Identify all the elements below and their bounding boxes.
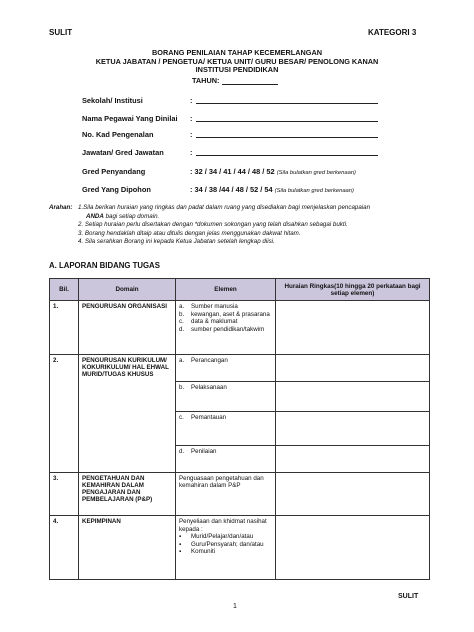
gred-dipohon-note: (Sila bulatkan gred berkenaan) xyxy=(274,188,354,194)
table-header-row xyxy=(50,279,430,301)
field-colon-jawatan: : xyxy=(190,148,193,157)
table-row xyxy=(50,355,430,473)
field-label-jawatan: Jawatan/ Gred Jawatan xyxy=(82,148,164,157)
row-number: 3. xyxy=(50,473,79,516)
elemen-item: b. kewangan, aset & prasarana xyxy=(179,310,270,318)
header-classification: SULIT xyxy=(49,28,73,37)
row-domain: PENGETAHUAN DAN KEMAHIRAN DALAM PENGAJARAN DAN PEMBELAJARAN (P&P) xyxy=(79,473,176,516)
arahan-item-1-rest: bagi setiap domain. xyxy=(103,212,160,220)
huraian-subcell[interactable] xyxy=(276,382,429,412)
huraian-input-cell[interactable] xyxy=(276,516,430,580)
huraian-subcell[interactable] xyxy=(276,446,429,470)
row-elemen xyxy=(176,516,276,580)
tahun-field[interactable] xyxy=(222,84,278,85)
arahan-item-2: 2. Setiap huraian perlu disertakan dengan *dokumen sokongan yang telah disahkan sebagai bukti. xyxy=(78,221,348,228)
kad-input-line[interactable] xyxy=(196,137,378,138)
elemen-item: d. sumber pendidikan/takwim xyxy=(179,325,265,333)
jawatan-input-line[interactable] xyxy=(196,155,378,156)
elemen-bullet: ▪ Komuniti xyxy=(179,548,216,556)
arahan-list xyxy=(78,204,433,247)
table-row xyxy=(50,473,430,516)
huraian-input-cell[interactable] xyxy=(276,355,430,473)
table-row xyxy=(50,301,430,355)
huraian-subcell[interactable] xyxy=(276,355,429,382)
row-elemen: Penguasaan pengetahuan dan kemahiran dalam P&P xyxy=(176,473,276,516)
field-colon-sekolah: : xyxy=(190,96,193,105)
row-elemen xyxy=(176,301,276,355)
elemen-item: b. Pelaksanaan xyxy=(176,382,275,412)
arahan-label: Arahan: xyxy=(49,204,73,211)
bullet-icon: ▪ xyxy=(179,548,182,556)
arahan-item-3: 3. Borang hendaklah ditaip atau ditulis dengan jelas menggunakan dakwat hitam. xyxy=(78,229,301,237)
field-colon-nama: : xyxy=(190,114,193,123)
header-category: KATEGORI 3 xyxy=(368,28,417,37)
nama-input-line[interactable] xyxy=(196,121,378,122)
title-line-3: INSTITUSI PENDIDIKAN xyxy=(195,65,279,75)
title-line-1: BORANG PENILAIAN TAHAP KECEMERLANGAN xyxy=(152,48,322,57)
tahun-label: TAHUN: xyxy=(192,76,220,85)
elemen-bullet: ▪ Murid/Pelajar/dan/atau xyxy=(179,533,254,541)
header-huraian: Huraian Ringkas(10 hingga 20 perkataan bagi setiap elemen) xyxy=(276,279,430,301)
field-label-kad: No. Kad Pengenalan xyxy=(82,130,154,139)
huraian-subcell[interactable] xyxy=(276,412,429,446)
elemen-item: a. Perancangan xyxy=(176,355,275,382)
footer-classification: SULIT xyxy=(398,593,419,600)
section-a-title: A. LAPORAN BIDANG TUGAS xyxy=(49,261,160,270)
row-number: 2. xyxy=(50,355,79,473)
arahan-item-1: 1.Sila berikan huraian yang ringkas dan padat dalam ruang yang disediakan bagi menjelaskan pencapaian xyxy=(78,204,371,211)
row-domain: KEPIMPINAN xyxy=(79,516,176,580)
elemen-item: c. data & maklumat xyxy=(179,318,238,325)
bullet-icon: ▪ xyxy=(179,540,182,548)
gred-dipohon-values[interactable]: : 34 / 38 /44 / 48 / 52 / 54 xyxy=(190,185,273,194)
sekolah-input-line[interactable] xyxy=(196,103,378,104)
arahan-item-1-cont xyxy=(78,213,433,222)
gred-penyandang-note: (Sila bulatkan gred berkenaan) xyxy=(276,170,356,176)
header-bil: Bil. xyxy=(50,279,79,301)
elemen-intro: Penyeliaan dan khidmat nasihat kepada : xyxy=(179,518,267,533)
table-row xyxy=(50,516,430,580)
row-domain: PENGURUSAN KURIKULUM/ KOKURIKULUM/ HAL EHWAL MURID/TUGAS KHUSUS xyxy=(79,355,176,473)
field-label-nama: Nama Pegawai Yang Dinilai xyxy=(82,114,178,123)
gred-penyandang-values[interactable]: : 32 / 34 / 41 / 44 / 48 / 52 xyxy=(190,167,275,176)
header-elemen: Elemen xyxy=(176,279,276,301)
header-domain: Domain xyxy=(79,279,176,301)
elemen-item: c. Pemantauan xyxy=(176,412,275,446)
huraian-input-cell[interactable] xyxy=(276,301,430,355)
gred-penyandang-label: Gred Penyandang xyxy=(82,167,146,176)
laporan-table xyxy=(49,278,430,580)
huraian-input-cell[interactable] xyxy=(276,473,430,516)
gred-dipohon-options[interactable] xyxy=(190,185,354,194)
field-label-sekolah: Sekolah/ Institusi xyxy=(82,96,143,105)
row-domain: PENGURUSAN ORGANISASI xyxy=(79,301,176,355)
arahan-item-4: 4. Sila serahkan Borang ini kepada Ketua Jabatan setelah lengkap diisi. xyxy=(78,238,275,245)
gred-penyandang-options[interactable] xyxy=(190,167,356,176)
gred-dipohon-label: Gred Yang Dipohon xyxy=(82,185,151,194)
row-number: 1. xyxy=(50,301,79,355)
row-elemen xyxy=(176,355,276,473)
elemen-item: a. Sumber manusia xyxy=(179,303,238,310)
field-colon-kad: : xyxy=(190,130,193,139)
bullet-icon: ▪ xyxy=(179,533,182,541)
page-number: 1 xyxy=(233,603,237,610)
arahan-anda: ANDA xyxy=(86,212,104,220)
elemen-bullet: ▪ Guru/Pensyarah; dan/atau xyxy=(179,540,264,548)
form-title xyxy=(0,49,474,75)
row-number: 4. xyxy=(50,516,79,580)
elemen-item: d. Penilaian xyxy=(179,448,217,455)
title-line-2: KETUA JABATAN / PENGETUA/ KETUA UNIT/ GURU BESAR/ PENOLONG KANAN xyxy=(95,56,379,66)
